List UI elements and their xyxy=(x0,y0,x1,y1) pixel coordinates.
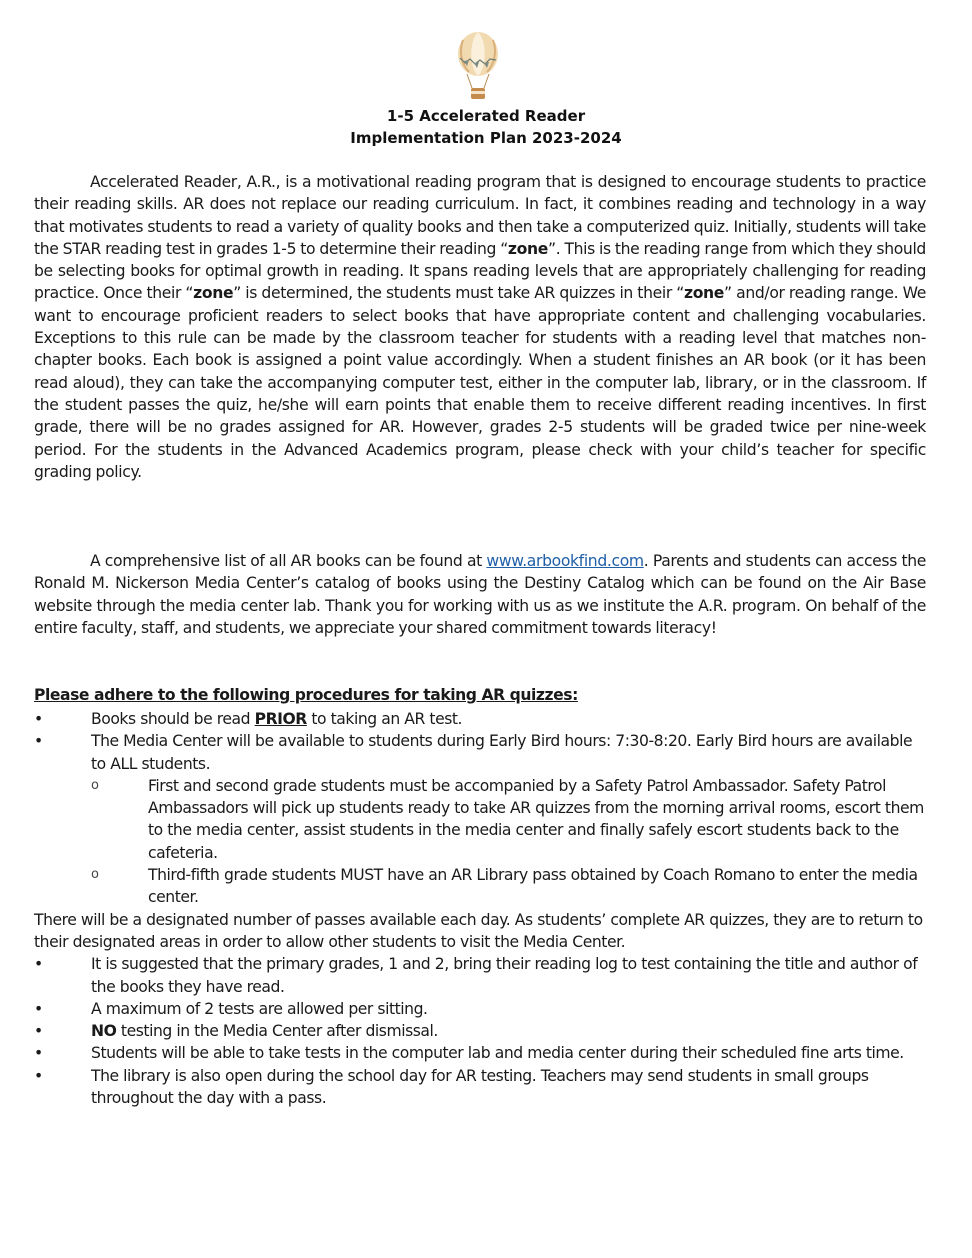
procedures-heading: Please adhere to the following procedures for taking AR quizzes: xyxy=(34,686,578,704)
list-item xyxy=(34,730,926,775)
hot-air-balloon-icon xyxy=(455,30,501,106)
item-text: to taking an AR test. xyxy=(306,710,463,728)
item-text: It is suggested that the primary grades, 1 and 2, bring their reading log to test containing the title and author of the books they have read. xyxy=(91,955,918,996)
intro-text: ” is determined, the students must take AR quizzes in their “ xyxy=(233,284,684,303)
sub-bullet-icon: o xyxy=(91,777,99,793)
procedures-list xyxy=(34,708,926,1109)
item-text: testing in the Media Center after dismissal. xyxy=(116,1022,438,1041)
document-title-line2: Implementation Plan 2023-2024 xyxy=(350,129,622,147)
bullet-icon: • xyxy=(34,999,43,1018)
bullet-icon: • xyxy=(34,1022,43,1041)
item-text: Third-fifth grade students MUST have an AR Library pass obtained by Coach Romano to enter the media center. xyxy=(148,866,918,907)
resources-text: . Parents and students can access the Ronald M. Nickerson Media Center’s catalog of books using the Destiny Catalog which can be found on the Air Base website through the media center lab. Thank you for working with us as we institute the A.R. program. On behalf of the entire faculty, staff, and students, we appreciate your shared commitment towards literacy! xyxy=(34,552,927,637)
arbookfind-link[interactable]: www.arbookfind.com xyxy=(486,552,644,570)
prior-emphasis: PRIOR xyxy=(254,710,307,728)
intro-text: ”. This is the reading range from which they should be selecting books for optimal growth in reading. It spans reading levels that are appropriately challenging for reading practice. Once their “ xyxy=(34,239,926,303)
bullet-icon: • xyxy=(34,1044,43,1063)
sub-list-item xyxy=(34,864,926,909)
item-text: First and second grade students must be accompanied by a Safety Patrol Ambassador. Safety Patrol Ambassadors will pick up students ready to take AR quizzes from the morning arrival rooms, escort them to the media center, assist students in the media center and finally safely escort students back to the cafeteria. xyxy=(148,776,924,862)
bullet-icon: • xyxy=(34,732,43,751)
list-item xyxy=(34,708,926,730)
intro-text: ” and/or reading range. We want to encourage proficient readers to select books that have appropriate content and challenging vocabularies. Exceptions to this rule can be made by the classroom teacher for students with a reading level that matches non-chapter books. Each book is assigned a point value accordingly. When a student finishes an AR book (or it has been read aloud), they can take the accompanying computer test, either in the computer lab, library, or in the classroom. If the student passes the quiz, he/she will earn points that enable them to receive different reading incentives. In first grade, there will be no grades assigned for AR. However, grades 2-5 students will be graded twice per nine-week period. For the students in the Advanced Academics program, please check with your child’s teacher for specific grading policy. xyxy=(34,284,926,481)
list-item xyxy=(34,1042,926,1064)
sub-list-item xyxy=(34,775,926,864)
document-title-line1: 1-5 Accelerated Reader xyxy=(386,107,586,125)
item-text: The Media Center will be available to students during Early Bird hours: 7:30-8:20. Early Bird hours are available to ALL students. xyxy=(91,732,913,773)
item-text: Students will be able to take tests in the computer lab and media center during their scheduled fine arts time. xyxy=(91,1044,904,1063)
intro-text: Accelerated Reader, A.R., is a motivational reading program that is designed to encourage students to practice their reading skills. AR does not replace our reading curriculum. In fact, it combines reading and technology in a way that motivates students to read a variety of quality books and then take a computerized quiz. Initially, students will take the STAR reading test in grades 1-5 to determine their reading “ xyxy=(34,173,926,258)
bullet-icon: • xyxy=(34,1066,43,1085)
zone-emphasis: zone xyxy=(507,239,548,258)
resources-text: A comprehensive list of all AR books can be found at xyxy=(90,552,487,570)
bullet-icon: • xyxy=(34,710,43,728)
item-text: A maximum of 2 tests are allowed per sitting. xyxy=(91,999,428,1018)
list-item xyxy=(34,1020,926,1042)
item-text: The library is also open during the school day for AR testing. Teachers may send students in small groups throughout the day with a pass. xyxy=(91,1066,869,1108)
list-item xyxy=(34,953,926,998)
resources-paragraph xyxy=(34,550,926,639)
zone-emphasis: zone xyxy=(193,284,234,303)
sub-bullet-icon: o xyxy=(91,867,99,883)
list-item xyxy=(34,998,926,1020)
intro-paragraph xyxy=(34,171,926,483)
passes-note: There will be a designated number of passes available each day. As students’ complete AR quizzes, they are to return to their designated areas in order to allow other students to visit the Media Center. xyxy=(34,910,923,951)
no-emphasis: NO xyxy=(91,1022,117,1041)
zone-emphasis: zone xyxy=(683,284,725,303)
list-item xyxy=(34,1065,926,1110)
item-text: Books should be read xyxy=(91,710,255,728)
bullet-icon: • xyxy=(34,955,43,974)
